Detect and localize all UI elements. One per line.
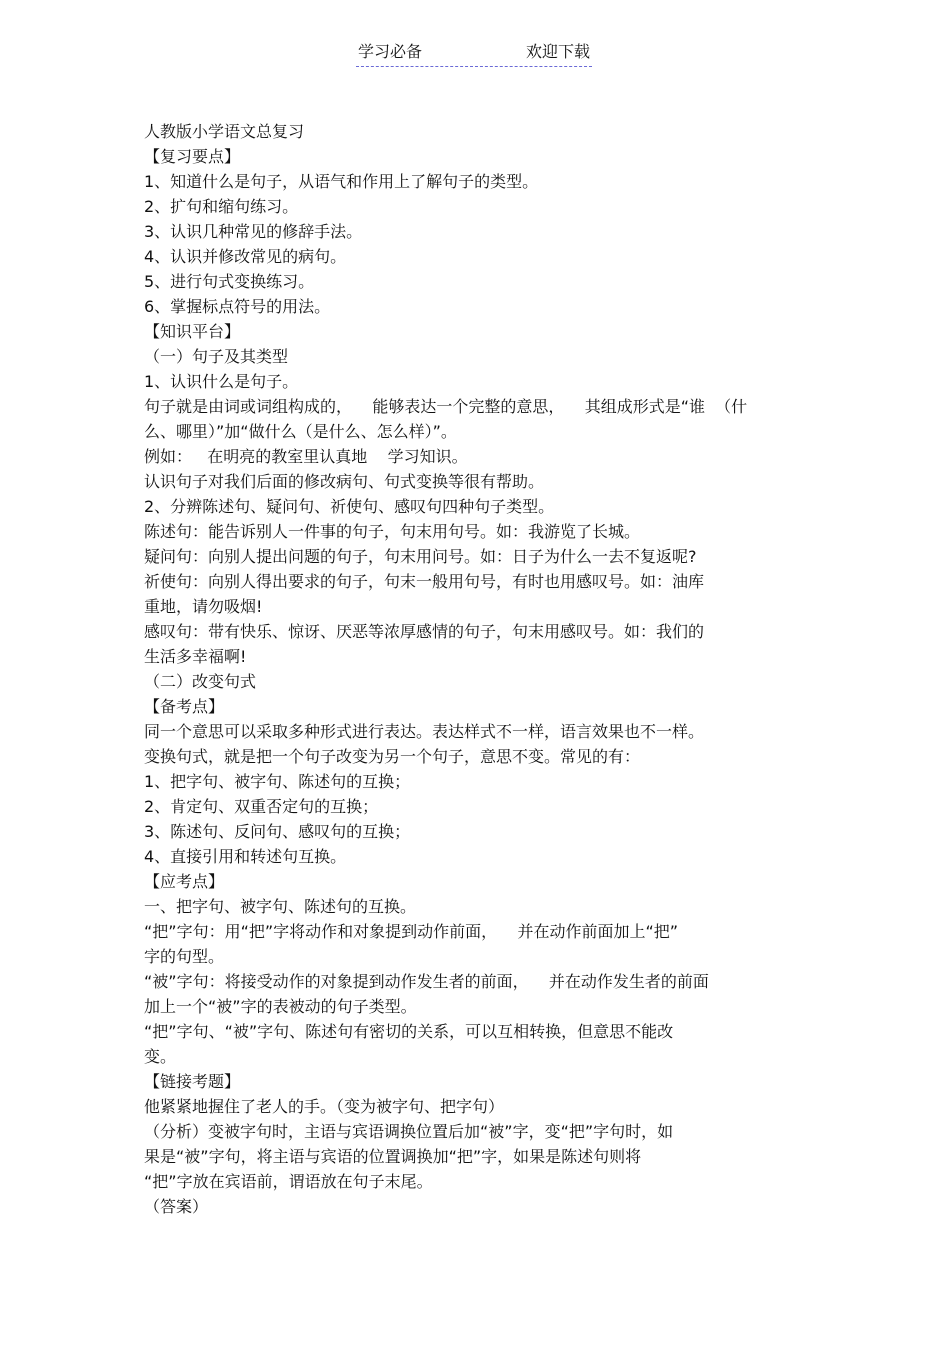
text-line: 变换句式，就是把一个句子改变为另一个句子，意思不变。常见的有： (144, 747, 641, 766)
page-header (356, 40, 592, 67)
text-line: （分析）变被字句时，主语与宾语调换位置后加“被”字，变“把”字句时，如 (144, 1122, 674, 1141)
header-right-text: 欢迎下载 (525, 42, 590, 61)
text-line: 感叹句：带有快乐、惊讶、厌恶等浓厚感情的句子，句末用感叹号。如：我们的 (144, 622, 705, 641)
text-line: 同一个意思可以采取多种形式进行表达。表达样式不一样，语言效果也不一样。 (144, 722, 705, 741)
subsection-heading: （一）句子及其类型 (144, 347, 289, 366)
text-line: 疑问句：向别人提出问题的句子，句末用问号。如：日子为什么一去不复返呢? (144, 547, 697, 566)
text-line: 加上一个“被”字的表被动的句子类型。 (144, 997, 417, 1016)
text-line: 5、进行句式变换练习。 (144, 272, 315, 291)
text-line: 3、认识几种常见的修辞手法。 (144, 222, 363, 241)
text-line: 2、分辨陈述句、疑问句、祈使句、感叹句四种句子类型。 (144, 497, 555, 516)
text-line: “把”字放在宾语前，谓语放在句子末尾。 (144, 1172, 433, 1191)
text-line: “被”字句：将接受动作的对象提到动作发生者的前面， 并在动作发生者的前面 (144, 972, 709, 991)
text-line: 2、扩句和缩句练习。 (144, 197, 299, 216)
text-line: 么、哪里）”加“做什么（是什么、怎么样）”。 (144, 422, 457, 441)
subsection-heading: （二）改变句式 (144, 672, 257, 691)
text-line: 2、肯定句、双重否定句的互换； (144, 797, 379, 816)
text-line: 生活多幸福啊! (144, 647, 247, 666)
text-line: 一、把字句、被字句、陈述句的互换。 (144, 897, 417, 916)
text-line: “把”字句、“被”字句、陈述句有密切的关系，可以互相转换，但意思不能改 (144, 1022, 674, 1041)
text-line: 重地，请勿吸烟! (144, 597, 263, 616)
section-heading: 【复习要点】 (144, 147, 241, 166)
text-line: 他紧紧地握住了老人的手。（变为被字句、把字句） (144, 1097, 505, 1116)
text-line: 祈使句：向别人得出要求的句子，句末一般用句号，有时也用感叹号。如：油库 (144, 572, 705, 591)
text-line: 1、把字句、被字句、陈述句的互换； (144, 772, 411, 791)
section-heading: 【应考点】 (144, 872, 225, 891)
text-line: 果是“被”字句，将主语与宾语的位置调换加“把”字，如果是陈述句则将 (144, 1147, 642, 1166)
section-heading: 【知识平台】 (144, 322, 241, 341)
text-line: 变。 (144, 1047, 177, 1066)
text-line: 4、直接引用和转述句互换。 (144, 847, 347, 866)
header-left-text: 学习必备 (358, 42, 423, 61)
text-line: 字的句型。 (144, 947, 225, 966)
section-heading: 【链接考题】 (144, 1072, 241, 1091)
document-title: 人教版小学语文总复习 (144, 122, 305, 141)
text-line: （答案） (144, 1197, 209, 1216)
text-line: 6、掌握标点符号的用法。 (144, 297, 331, 316)
text-line: 1、知道什么是句子，从语气和作用上了解句子的类型。 (144, 172, 539, 191)
text-line: 1、认识什么是句子。 (144, 372, 299, 391)
text-line: 句子就是由词或词组构成的， 能够表达一个完整的意思， 其组成形式是“谁 （什 (144, 397, 748, 416)
text-line: 4、认识并修改常见的病句。 (144, 247, 347, 266)
text-line: “把”字句：用“把”字将动作和对象提到动作前面， 并在动作前面加上“把” (144, 922, 679, 941)
text-line: 3、陈述句、反问句、感叹句的互换； (144, 822, 411, 841)
text-line: 例如： 在明亮的教室里认真地 学习知识。 (144, 447, 468, 466)
section-heading: 【备考点】 (144, 697, 225, 716)
document-body (144, 119, 824, 1219)
text-line: 认识句子对我们后面的修改病句、句式变换等很有帮助。 (144, 472, 545, 491)
text-line: 陈述句：能告诉别人一件事的句子，句末用句号。如：我游览了长城。 (144, 522, 641, 541)
